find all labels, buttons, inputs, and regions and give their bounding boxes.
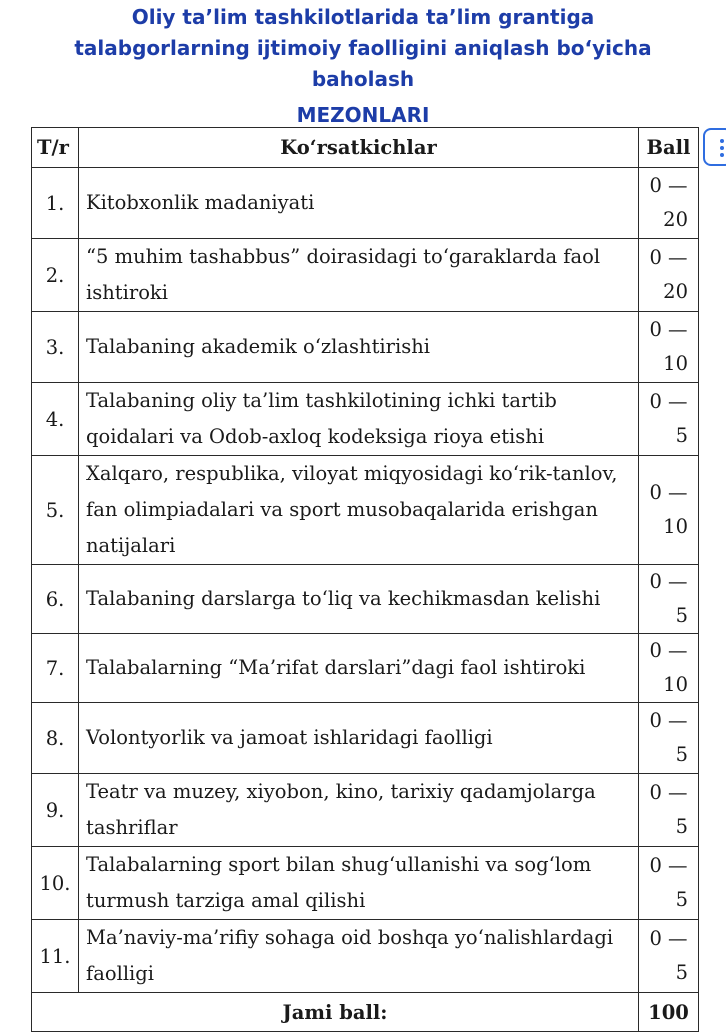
table-row: [32, 239, 699, 312]
ball-range-end: 20: [663, 280, 688, 303]
more-menu-button[interactable]: [703, 128, 726, 166]
row-indicator: Xalqaro, respublika, viloyat miqyosidagi ko‘rik-tanlov, fan olimpiadalari va sport musobaqalarida erishgan natijalari: [79, 456, 639, 565]
page-subtitle: MEZONLARI: [296, 103, 430, 127]
ball-range-start: 0 —: [649, 709, 688, 732]
row-number: 11.: [32, 920, 79, 993]
criteria-table: [31, 127, 699, 1032]
row-ball: [639, 312, 699, 383]
table-row: [32, 168, 699, 239]
row-indicator: Talabalarning “Ma’rifat darslari”dagi faol ishtiroki: [79, 634, 639, 703]
row-indicator: Kitobxonlik madaniyati: [79, 168, 639, 239]
ball-range-start: 0 —: [649, 390, 688, 413]
ball-range-end: 10: [663, 515, 688, 538]
row-indicator: Talabalarning sport bilan shug‘ullanishi va sog‘lom turmush tarziga amal qilishi: [79, 847, 639, 920]
row-number: 7.: [32, 634, 79, 703]
ball-range-end: 20: [663, 208, 688, 231]
row-indicator: Ma’naviy-ma’rifiy sohaga oid boshqa yo‘nalishlardagi faolligi: [79, 920, 639, 993]
ball-range-start: 0 —: [649, 570, 688, 593]
row-ball: [639, 239, 699, 312]
ellipsis-dot: [720, 153, 724, 157]
ball-range-start: 0 —: [649, 781, 688, 804]
row-ball: [639, 774, 699, 847]
table-row: [32, 920, 699, 993]
row-number: 2.: [32, 239, 79, 312]
header-indicator: Ko‘rsatkichlar: [79, 128, 639, 168]
ball-range-start: 0 —: [649, 481, 688, 504]
row-ball: [639, 168, 699, 239]
table-row: [32, 456, 699, 565]
row-number: 8.: [32, 703, 79, 774]
table-header-row: [32, 128, 699, 168]
table-row: [32, 312, 699, 383]
ball-range-start: 0 —: [649, 246, 688, 269]
total-row: [32, 993, 699, 1032]
ball-range-start: 0 —: [649, 854, 688, 877]
row-ball: [639, 565, 699, 634]
header-ball: Ball: [639, 128, 699, 168]
row-number: 4.: [32, 383, 79, 456]
ball-range-start: 0 —: [649, 639, 688, 662]
ellipsis-dot: [720, 146, 724, 150]
row-ball: [639, 456, 699, 565]
title-line-3: baholash: [311, 67, 415, 91]
table-row: [32, 565, 699, 634]
ball-range-end: 5: [675, 961, 688, 984]
row-indicator: Teatr va muzey, xiyobon, kino, tarixiy qadamjolarga tashriflar: [79, 774, 639, 847]
ball-range-end: 5: [675, 604, 688, 627]
title-line-1: Oliy ta’lim tashkilotlarida ta’lim grantiga: [131, 5, 595, 29]
row-ball: [639, 383, 699, 456]
row-ball: [639, 847, 699, 920]
page-title: [0, 2, 726, 95]
ball-range-end: 10: [663, 352, 688, 375]
row-indicator: Talabaning darslarga to‘liq va kechikmasdan kelishi: [79, 565, 639, 634]
ball-range-end: 5: [675, 888, 688, 911]
row-number: 5.: [32, 456, 79, 565]
row-indicator: Volontyorlik va jamoat ishlaridagi faolligi: [79, 703, 639, 774]
vertical-ellipsis-icon: [720, 139, 724, 143]
header-num: T/r: [32, 128, 79, 168]
row-ball: [639, 920, 699, 993]
ball-range-start: 0 —: [649, 927, 688, 950]
row-number: 3.: [32, 312, 79, 383]
title-line-2: talabgorlarning ijtimoiy faolligini aniqlash bo‘yicha: [74, 36, 652, 60]
table-row: [32, 383, 699, 456]
row-number: 9.: [32, 774, 79, 847]
table-row: [32, 847, 699, 920]
row-number: 1.: [32, 168, 79, 239]
row-indicator: Talabaning oliy ta’lim tashkilotining ichki tartib qoidalari va Odob-axloq kodeksiga rioya etishi: [79, 383, 639, 456]
ball-range-end: 5: [675, 815, 688, 838]
row-number: 6.: [32, 565, 79, 634]
row-indicator: Talabaning akademik o‘zlashtirishi: [79, 312, 639, 383]
table-row: [32, 703, 699, 774]
row-ball: [639, 703, 699, 774]
row-indicator: “5 muhim tashabbus” doirasidagi to‘garaklarda faol ishtiroki: [79, 239, 639, 312]
row-ball: [639, 634, 699, 703]
total-value: 100: [639, 993, 699, 1032]
ball-range-start: 0 —: [649, 174, 688, 197]
table-row: [32, 634, 699, 703]
row-number: 10.: [32, 847, 79, 920]
ball-range-end: 10: [663, 673, 688, 696]
ball-range-start: 0 —: [649, 318, 688, 341]
table-row: [32, 774, 699, 847]
ball-range-end: 5: [675, 424, 688, 447]
total-label: Jami ball:: [32, 993, 639, 1032]
ball-range-end: 5: [675, 743, 688, 766]
